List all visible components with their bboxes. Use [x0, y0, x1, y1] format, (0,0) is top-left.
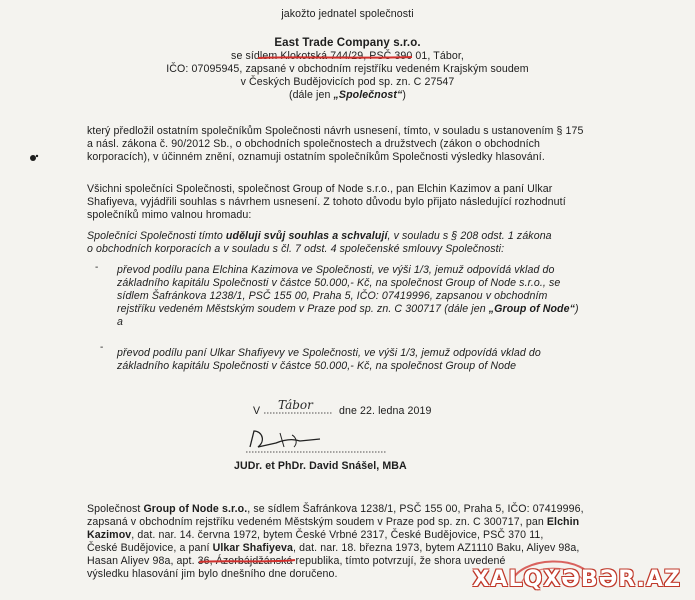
company-court: v Českých Budějovicích pod sp. zn. C 27547 — [240, 76, 455, 88]
company-name: East Trade Company s.r.o. — [274, 37, 421, 49]
footer-line-3: Kazimov, dat. nar. 14. června 1972, bytem České Vrbné 2317, České Budějovice, PSČ 370 11, — [87, 529, 544, 541]
bullet-dash: - — [100, 342, 104, 353]
stray-ink-mark — [29, 150, 39, 160]
footer-line-2: zapsaná v obchodním rejstříku vedeném Městským soudem v Praze pod sp. zn. C 300717, pan Elchin — [87, 516, 580, 528]
item2-line-2: základního kapitálu Společnosti v částce 50.000,- Kč, na společnost Group of Node — [117, 360, 517, 372]
header-line-1: jakožto jednatel společnosti — [281, 8, 414, 20]
watermark-logo: XALQXƏBƏR.AZ — [472, 567, 681, 592]
item2-line-1: převod podílu paní Ulkar Shafiyevy ve Společnosti, ve výši 1/3, jemuž odpovídá vklad do — [117, 347, 541, 359]
signatory-name: JUDr. et PhDr. David Snášel, MBA — [234, 460, 407, 472]
para2-line-3: společníků mimo valnou hromadu: — [87, 209, 252, 221]
red-underline-name — [197, 552, 297, 560]
para2-line-2: Shafiyeva, vyjádřili souhlas s návrhem usnesení. Z tohoto důvodu bylo přijato následující rozhodnutí — [87, 196, 566, 208]
para1-line-1: který předložil ostatním společníkům Společnosti návrh usnesení, tímto, v souladu s ustanovením § 175 — [87, 125, 584, 137]
footer-line-6: výsledku hlasování jim bylo dnešního dne doručeno. — [87, 568, 338, 580]
item1-line-3: sídlem Šafránkova 1238/1, PSČ 155 00, Praha 5, IČO: 07419996, zapsanou v obchodním — [117, 290, 548, 302]
resolution-line-2: o obchodních korporacích a v souladu s čl. 7 odst. 4 společenské smlouvy Společnosti: — [87, 243, 505, 255]
item1-line-1: převod podílu pana Elchina Kazimova ve Společnosti, ve výši 1/3, jemuž odpovídá vklad do — [117, 264, 555, 276]
para1-line-3: korporacích), v účinném znění, oznamuji ostatním společníkům Společnosti výsledky hlasování. — [87, 151, 545, 163]
svg-text:Tábor: Tábor — [278, 398, 313, 412]
para1-line-2: a násl. zákona č. 90/2012 Sb., o obchodních společnostech a družstvech (zákon o obchodních — [87, 138, 541, 150]
company-alias: (dále jen „Společnost“) — [288, 89, 407, 101]
resolution-line-1: Společníci Společnosti tímto uděluji svůj souhlas a schvalují, v souladu s § 208 odst. 1 zákona — [87, 230, 552, 242]
footer-line-5: Hasan Aliyev 98a, apt. 36, Ázerbájdžánská republika, tímto potvrzují, že shora uvedené — [87, 555, 506, 567]
place-prefix: V — [253, 405, 261, 417]
footer-line-4: České Budějovice, a paní Ulkar Shafiyeva, dat. nar. 18. března 1973, bytem AZ1110 Baku, Aliyev 98a, — [87, 542, 580, 554]
bullet-dash: - — [95, 262, 99, 273]
company-address: se sídlem Klokotská 744/29, PSČ 390 01, Tábor, — [231, 50, 464, 62]
item1-line-4: rejstříku vedeném Městským soudem v Praze pod sp. zn. C 300717 (dále jen „Group of Node“) — [117, 303, 579, 315]
handwritten-place — [262, 397, 334, 415]
item1-conjunction: a — [117, 316, 123, 328]
footer-line-1: Společnost Group of Node s.r.o., se sídlem Šafránkova 1238/1, PSČ 155 00, Praha 5, IČO: 07419996, — [87, 503, 584, 515]
signature — [240, 425, 390, 455]
item1-line-2: základního kapitálu Společnosti v částce 50.000,- Kč, na společnost Group of Node s.r.o., se — [117, 277, 561, 289]
red-underline-company — [256, 47, 414, 53]
para2-line-1: Všichni společníci Společnosti, společnost Group of Node s.r.o., pan Elchin Kazimov a paní Ulkar — [87, 183, 553, 195]
place-date: dne 22. ledna 2019 — [339, 405, 432, 417]
company-registration: IČO: 07095945, zapsané v obchodním rejstříku vedeném Krajským soudem — [166, 63, 529, 75]
